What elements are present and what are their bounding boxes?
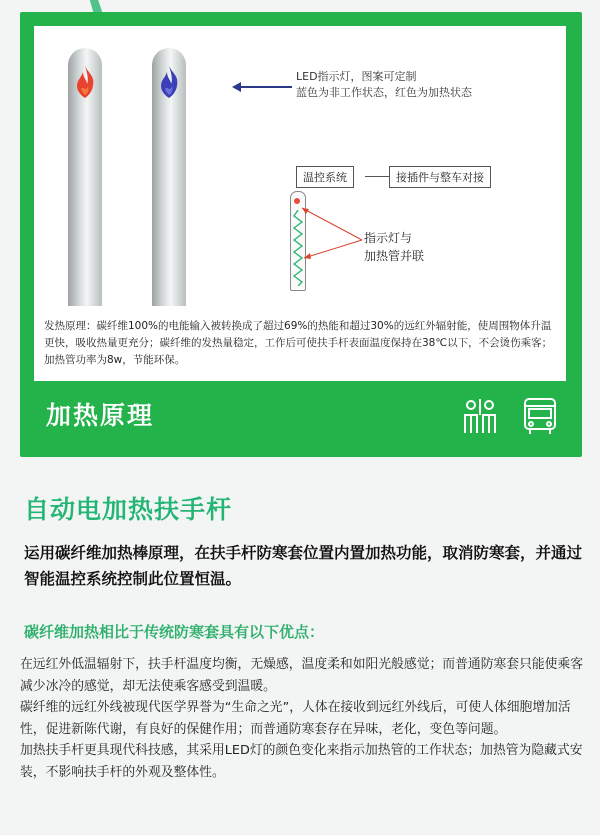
- advantage-paragraph: 碳纤维的远红外线被现代医学界誉为“生命之光”，人体在接收到远红外线后，可使人体细胞增加活性，促进新陈代谢，有良好的保健作用；而普通防寒套存在异味，老化，变色等问题。: [20, 700, 571, 737]
- card-title: 加热原理: [46, 401, 155, 430]
- temp-control-box: 温控系统: [296, 166, 354, 188]
- red-flame-icon: [71, 64, 99, 100]
- advantages-heading: 碳纤维加热相比于传统防寒套具有以下优点：: [24, 623, 325, 641]
- led-note-line2: 蓝色为非工作状态，红色为加热状态: [296, 86, 472, 99]
- indicator-line1: 指示灯与: [364, 231, 413, 245]
- people-icon: [460, 397, 500, 435]
- page-title: 自动电加热扶手杆: [24, 495, 233, 524]
- advantage-paragraph: 加热扶手杆更具现代科技感，其采用LED灯的颜色变化来指示加热管的工作状态；加热管为隐藏式安装，不影响扶手杆的外观及整体性。: [20, 743, 583, 780]
- led-indicator-note: [296, 69, 472, 101]
- plug-connector-box: 接插件与整车对接: [389, 166, 491, 188]
- handrail-tube-idle: [152, 48, 186, 306]
- indicator-line2: 加热管并联: [364, 249, 425, 263]
- heating-principle-card: [20, 12, 582, 457]
- led-note-line1: LED指示灯，图案可定制: [296, 70, 417, 83]
- connector-line: [365, 176, 389, 177]
- bus-icon: [520, 396, 560, 436]
- advantages-body: [20, 654, 588, 783]
- advantage-paragraph: 在远红外低温辐射下，扶手杆温度均衡，无燥感，温度柔和如阳光般感觉；而普通防寒套只能使乘客减少冰冷的感觉，却无法使乘客感受到温暖。: [20, 657, 584, 694]
- diagram-panel: [34, 26, 566, 381]
- arrow-left-icon: [232, 80, 292, 94]
- indicator-parallel-note: [364, 229, 424, 265]
- intro-paragraph: 运用碳纤维加热棒原理，在扶手杆防寒套位置内置加热功能，取消防寒套，并通过智能温控系统控制此位置恒温。: [24, 544, 583, 588]
- principle-description: 发热原理：碳纤维100%的电能输入被转换成了超过69%的热能和超过30%的远红外辐射能，使周围物体升温更快，吸收热量更充分；碳纤维的发热量稳定，工作后可使扶手杆表面温度保持在38℃以下，不会烫伤乘客；加热管功率为8w，节能环保。: [44, 320, 553, 366]
- blue-flame-icon: [155, 64, 183, 100]
- handrail-tube-heating: [68, 48, 102, 306]
